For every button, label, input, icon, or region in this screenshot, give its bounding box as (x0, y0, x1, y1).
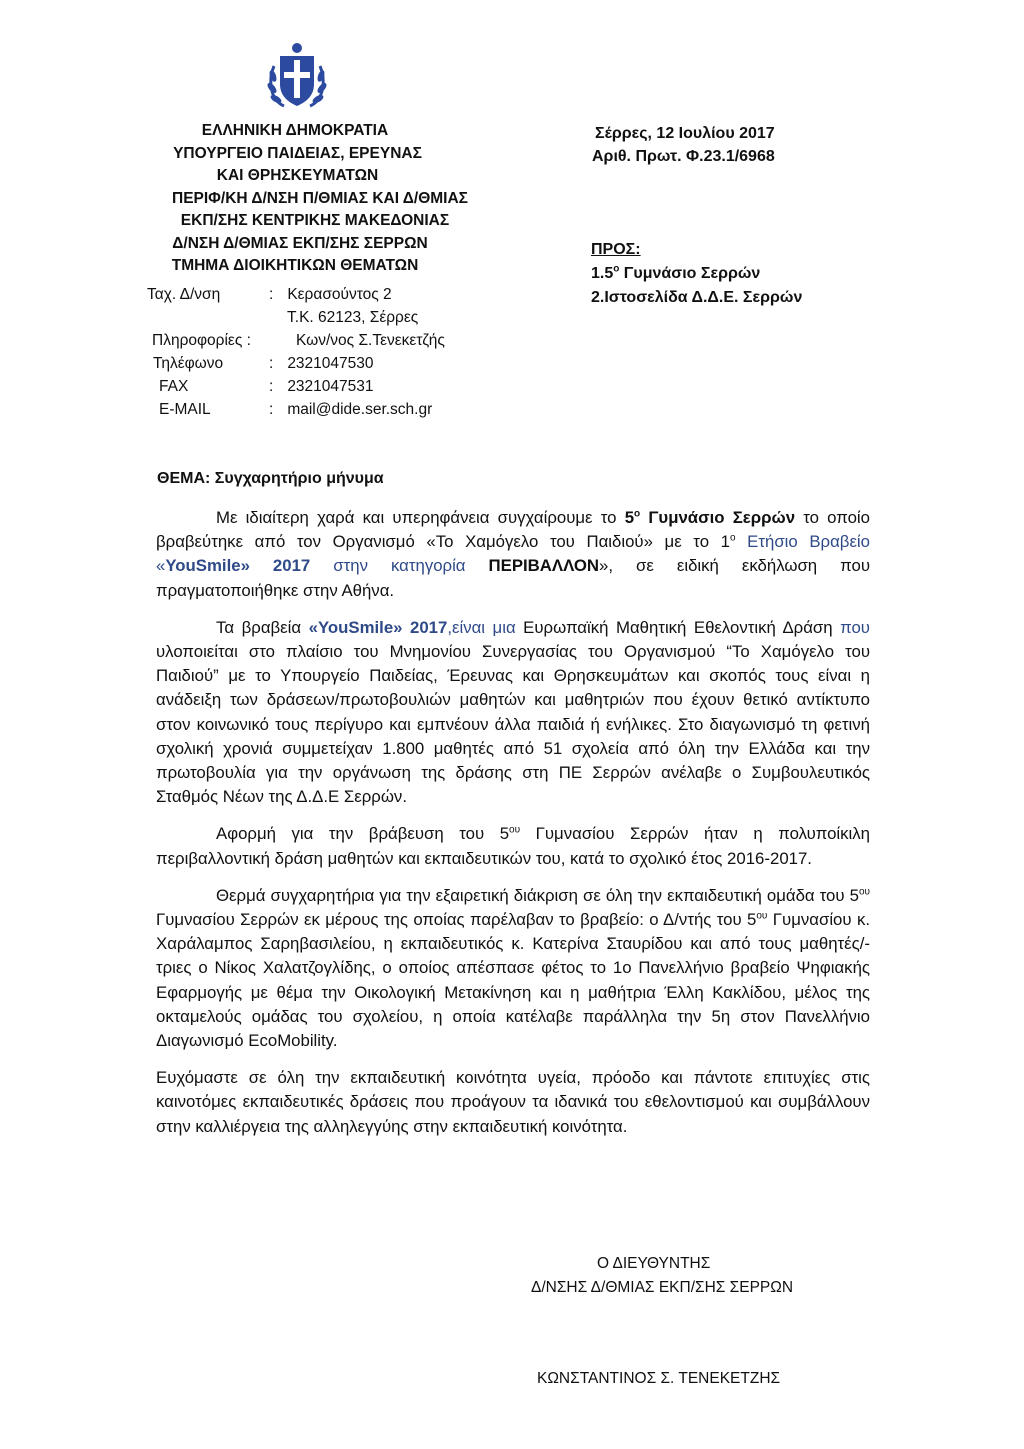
body-paragraph: Τα βραβεία «YouSmile» 2017,είναι μια Ευρωπαϊκή Μαθητική Εθελοντική Δράση που υλοποιείται στο πλαίσιο του Μνημονίου Συνεργασίας του Οργανισμού “Το Χαμόγελο του Παιδιού” με το Υπουργείο Παιδείας, Έρευνας και Θρησκευμάτων και σκοπός τους είναι η ανάδειξη των δράσεων/πρωτοβουλιών μαθητών και μαθητριών που έχουν θετικό αντίκτυπο στον κοινωνικό τους περίγυρο και εμπνέουν άλλα παιδιά ή ενήλικες. Στο διαγωνισμό τη φετινή σχολική χρονιά συμμετείχαν 1.800 μαθητές από 51 σχολεία από όλη την Ελλάδα και την πρωτοβουλία για την οργάνωση της δράσης στη ΠΕ Σερρών ανέλαβε ο Συμβουλευτικός Σταθμός Νέων της Δ.Δ.Ε Σερρών. (156, 617, 870, 807)
colon: : (269, 355, 274, 372)
address-label: Ταχ. Δ/νση (147, 286, 221, 303)
header-line: ΤΜΗΜΑ ΔΙΟΙΚΗΤΙΚΩΝ ΘΕΜΑΤΩΝ (171, 257, 419, 274)
email-label: E-MAIL (159, 401, 211, 418)
letter-body (156, 506, 870, 1152)
fax-label: FAX (159, 378, 189, 395)
contact-block (147, 283, 445, 421)
body-paragraph: Θερμά συγχαρητήρια για την εξαιρετική διάκριση σε όλη την εκπαιδευτική ομάδα του $5^{o\upsilon}$ Γυμνασίου Σερρών εκ μέρους της οποίας παρέλαβαν το βραβείο: ο Δ/ντής του $5^{o\upsilon}$ Γυμνασίου κ. Χαράλαμπος Σαρηβασιλείου, η εκπαιδευτικός κ. Κατερίνα Σταυρίδου και από τους μαθητές/-τριες ο Νίκος Χαλατζογλίδης, ο οποίος απέσπασε φέτος το 1ο Πανελλήνιο βραβείο Ψηφιακής Εφαρμογής με θέμα την Οικολογική Μετακίνηση και η μαθήτρια Έλλη Κακλίδου, μέλος της οκταμελούς ομάδας του σχολείου, η οποία κατέλαβε παράλληλα την 5η στον Πανελλήνιο Διαγωνισμό EcoMobility. (156, 885, 870, 1051)
signature-office: Δ/ΝΣΗΣ Δ/ΘΜΙΑΣ ΕΚΠ/ΣΗΣ ΣΕΡΡΩΝ (531, 1279, 794, 1296)
phone-value: 2321047530 (287, 355, 374, 372)
issuer-header (150, 120, 490, 278)
email-value: mail@dide.ser.sch.gr (287, 401, 433, 418)
greek-state-emblem-icon (266, 36, 328, 112)
protocol-line: Αριθ. Πρωτ. Φ.23.1/6968 (592, 148, 775, 165)
colon: : (269, 378, 274, 395)
recipient-item: $1.5^o$ Γυμνάσιο Σερρών (591, 263, 761, 282)
date-protocol-block (592, 122, 775, 168)
signature-title: Ο ΔΙΕΥΘΥΝΤΗΣ (597, 1255, 711, 1272)
body-paragraph: Αφορμή για την βράβευση του $5^{o\upsilon}$ Γυμνασίου Σερρών ήταν η πολυποίκιλη περιβαλλοντική δράση μαθητών και εκπαιδευτικών του, κατά το σχολικό έτος 2016-2017. (156, 824, 870, 868)
info-value: Κων/νος Σ.Τενεκετζής (296, 332, 445, 349)
phone-label: Τηλέφωνο (153, 355, 224, 372)
recipients-label: ΠΡΟΣ: (591, 241, 641, 258)
header-line: ΠΕΡΙΦ/ΚΗ Δ/ΝΣΗ Π/ΘΜΙΑΣ ΚΑΙ Δ/ΘΜΙΑΣ (172, 189, 468, 207)
colon: : (269, 286, 274, 303)
date-line: Σέρρες, 12 Ιουλίου 2017 (595, 125, 775, 142)
postcode-value: Τ.Κ. 62123, Σέρρες (287, 309, 419, 326)
colon: : (269, 401, 274, 418)
subject-line: ΘΕΜΑ: Συγχαρητήριο μήνυμα (157, 470, 384, 487)
info-label: Πληροφορίες : (152, 332, 251, 349)
header-line: ΚΑΙ ΘΡΗΣΚΕΥΜΑΤΩΝ (216, 167, 379, 184)
body-paragraph: Με ιδιαίτερη χαρά και υπερηφάνεια συγχαίρουμε το $5^o$ Γυμνάσιο Σερρών το οποίο βραβεύτηκε από τον Οργανισμό «Το Χαμόγελο του Παιδιού» με το $1^o$ Ετήσιο Βραβείο «YouSmile» 2017 στην κατηγορία ΠΕΡΙΒΑΛΛΟΝ», σε ειδική εκδήλωση που πραγματοποιήθηκε στην Αθήνα. (156, 508, 870, 600)
signature-name: ΚΩΝΣΤΑΝΤΙΝΟΣ Σ. ΤΕΝΕΚΕΤΖΗΣ (537, 1370, 781, 1387)
header-line: ΕΛΛΗΝΙΚΗ ΔΗΜΟΚΡΑΤΙΑ (201, 122, 389, 139)
fax-value: 2321047531 (287, 378, 374, 395)
header-line: ΥΠΟΥΡΓΕΙΟ ΠΑΙΔΕΙΑΣ, ΕΡΕΥΝΑΣ (173, 144, 422, 162)
recipient-item: 2.Ιστοσελίδα Δ.Δ.Ε. Σερρών (591, 289, 803, 306)
recipients-block (591, 238, 802, 310)
header-line: Δ/ΝΣΗ Δ/ΘΜΙΑΣ ΕΚΠ/ΣΗΣ ΣΕΡΡΩΝ (172, 234, 428, 252)
body-paragraph: Ευχόμαστε σε όλη την εκπαιδευτική κοινότητα υγεία, πρόοδο και πάντοτε επιτυχίες στις καινοτόμες εκπαιδευτικές δράσεις που προάγουν τα ιδανικά του εθελοντισμού και συμβάλλουν στην καλλιέργεια της αλληλεγγύης στην εκπαιδευτική κοινότητα. (156, 1068, 870, 1136)
address-value: Κερασούντος 2 (287, 286, 392, 303)
header-line: ΕΚΠ/ΣΗΣ ΚΕΝΤΡΙΚΗΣ ΜΑΚΕΔΟΝΙΑΣ (180, 212, 450, 229)
